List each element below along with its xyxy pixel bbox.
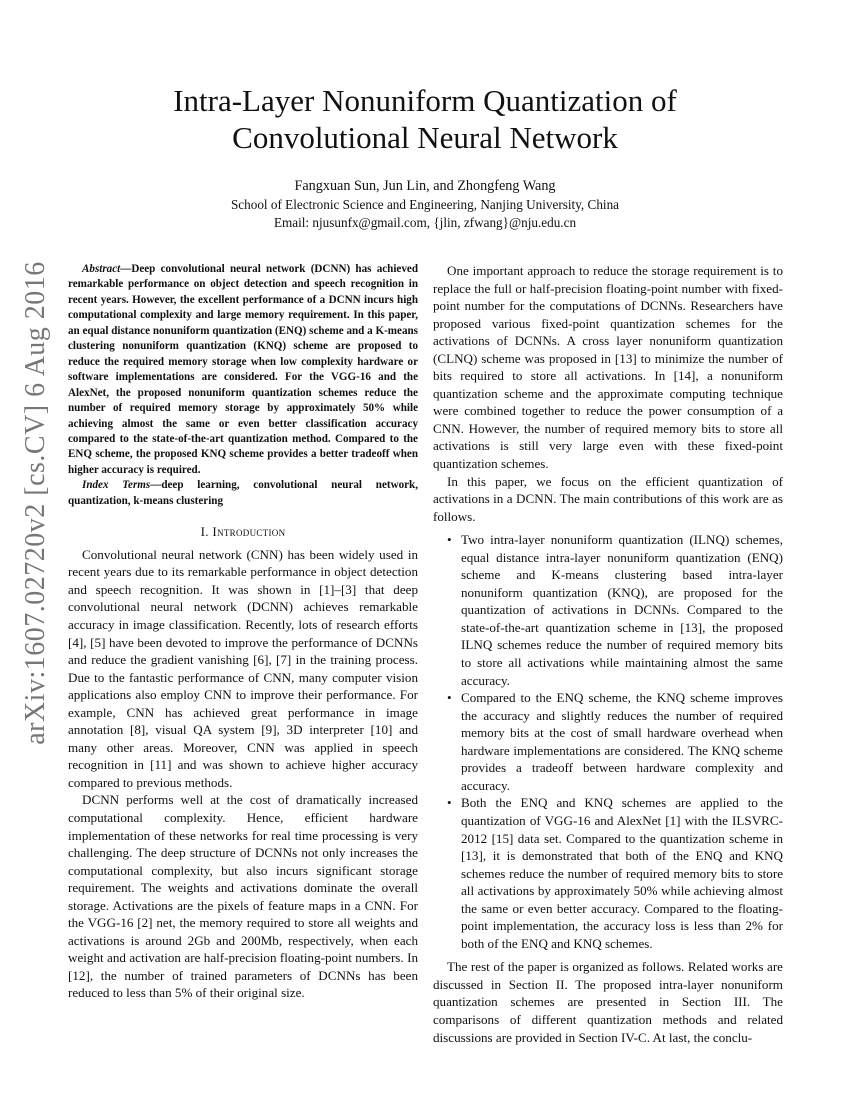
abstract-text: —Deep convolutional neural network (DCNN) has achieved remarkable performance on object detection and speech recognition in recent years. However, the excellent performance of a DCNN incurs high computational complexity and large memory requirement. In this paper, an equal distance nonuniform quantization (ENQ) scheme and a K-means clustering nonuniform quantization (KNQ) scheme are proposed to reduce the required memory storage when low complexity hardware or software implementations are considered. For the VGG-16 and the AlexNet, the proposed nonuniform quantization schemes reduce the number of required memory storage by approximately 50% while achieving almost the same or even better classification accuracy compared to the state-of-the-art quantization method. Compared to the ENQ scheme, the proposed KNQ scheme provides a better tradeoff when higher accuracy is required. [68, 263, 418, 476]
left-column [68, 262, 418, 1002]
arxiv-stamp [14, 260, 58, 745]
index-terms-text: —deep learning, convolutional neural network, quantization, k-means clustering [68, 479, 418, 507]
section-heading-introduction: I. Introduction [200, 524, 286, 540]
contribution-item: • Two intra-layer nonuniform quantization (ILNQ) schemes, equal distance intra-layer nonuniform quantization (ENQ) scheme and K-means clustering based intra-layer nonuniform quantization (KNQ), are proposed for the quantization of activations in DCNNs. Compared to the state-of-the-art quantization scheme in [13], the proposed ILNQ schemes reduce the number of required memory bits to store all activations while maintaining almost the same accuracy. [433, 531, 783, 689]
paper-title [110, 82, 740, 156]
paragraph: One important approach to reduce the storage requirement is to replace the full or half-precision floating-point number with fixed-point number for the computations of DCNNs. Researchers have proposed various fixed-point quantization schemes for the activations of DCNNs. A cross layer nonuniform quantization (CLNQ) scheme was proposed in [13] to minimize the number of bits required to store all activations. In [14], a nonuniform quantization scheme and the approximate computing technique were combined together to reduce the power consumption of a CNN. However, the number of required memory bits to store all activations is still very large even with these fixed-point quantization schemes. [433, 263, 783, 472]
right-column [433, 262, 783, 1046]
paragraph: The rest of the paper is organized as follows. Related works are discussed in Section II. The proposed intra-layer nonuniform quantization schemes are presented in Section III. The comparisons of different quantization methods and related discussions are provided in Section IV-C. At last, the conclu- [433, 959, 783, 1045]
paragraph: In this paper, we focus on the efficient quantization of activations in a DCNN. The main contributions of this work are as follows. [433, 473, 783, 524]
contribution-item: • Compared to the ENQ scheme, the KNQ scheme improves the accuracy and slightly reduces the number of required memory bits at the cost of small hardware overhead when hardware implementations are considered. The KNQ scheme provides a tradeoff between hardware complexity and accuracy. [433, 689, 783, 794]
title-line-1: Intra-Layer Nonuniform Quantization of [173, 83, 677, 118]
contribution-item: • Both the ENQ and KNQ schemes are applied to the quantization of VGG-16 and AlexNet [1] with the ILSVRC-2012 [15] data set. Compared to the quantization scheme in [13], it is demonstrated that both of the ENQ and KNQ schemes reduce the number of required memory bits to store all activations by approximately 50% while achieving almost the same or even better accuracy. Compared to the floating-point implementation, the accuracy loss is less than 2% for both of the ENQ and KNQ schemes. [433, 794, 783, 952]
title-line-2: Convolutional Neural Network [232, 120, 618, 155]
paragraph: Convolutional neural network (CNN) has been widely used in recent years due to its remarkable performance in object detection and speech recognition. It was shown in [1]–[3] that deep convolutional neural network (DCNN) achieves remarkable accuracy in image classification. Recently, lots of research efforts [4], [5] have been devoted to improve the performance of DCNNs and reduce the gradient vanishing [6], [7] in the training process. Due to the fantastic performance of CNN, many computer vision applications also employ CNN to improve their performance. For example, CNN has achieved great performance in image annotation [8], visual QA system [9], 3D interpreter [10] and many other areas. Moreover, CNN was applied in speech recognition in [11] and was shown to achieve higher accuracy compared to previous methods. [68, 546, 418, 790]
index-terms-label: Index Terms [82, 479, 151, 492]
arxiv-stamp-text: arXiv:1607.02720v2 [cs.CV] 6 Aug 2016 [20, 260, 52, 745]
index-terms [68, 478, 418, 509]
paragraph: DCNN performs well at the cost of dramatically increased computational complexity. Hence, efficient hardware implementation of these networks for real time processing is very challenging. The deep structure of DCNNs not only increases the computational complexity, but also incurs significant storage requirement. The weights and activations dominate the overall storage. Activations are the pixels of feature maps in a CNN. For the VGG-16 [2] net, the memory required to store all weights and activations is around 2Gb and 200Mb, respectively, when each weight and activation are half-precision floating-point numbers. In [12], the number of trained parameters of DCNNs has been reduced to less than 5% of their original size. [68, 792, 418, 1001]
author-list: Fangxuan Sun, Jun Lin, and Zhongfeng Wang [294, 178, 556, 194]
affiliation: School of Electronic Science and Engineering, Nanjing University, China [230, 197, 620, 212]
contribution-list [433, 531, 783, 952]
abstract [68, 262, 418, 478]
contact-email: Email: njusunfx@gmail.com, {jlin, zfwang}@nju.edu.cn [273, 215, 577, 230]
abstract-label: Abstract [82, 263, 121, 275]
